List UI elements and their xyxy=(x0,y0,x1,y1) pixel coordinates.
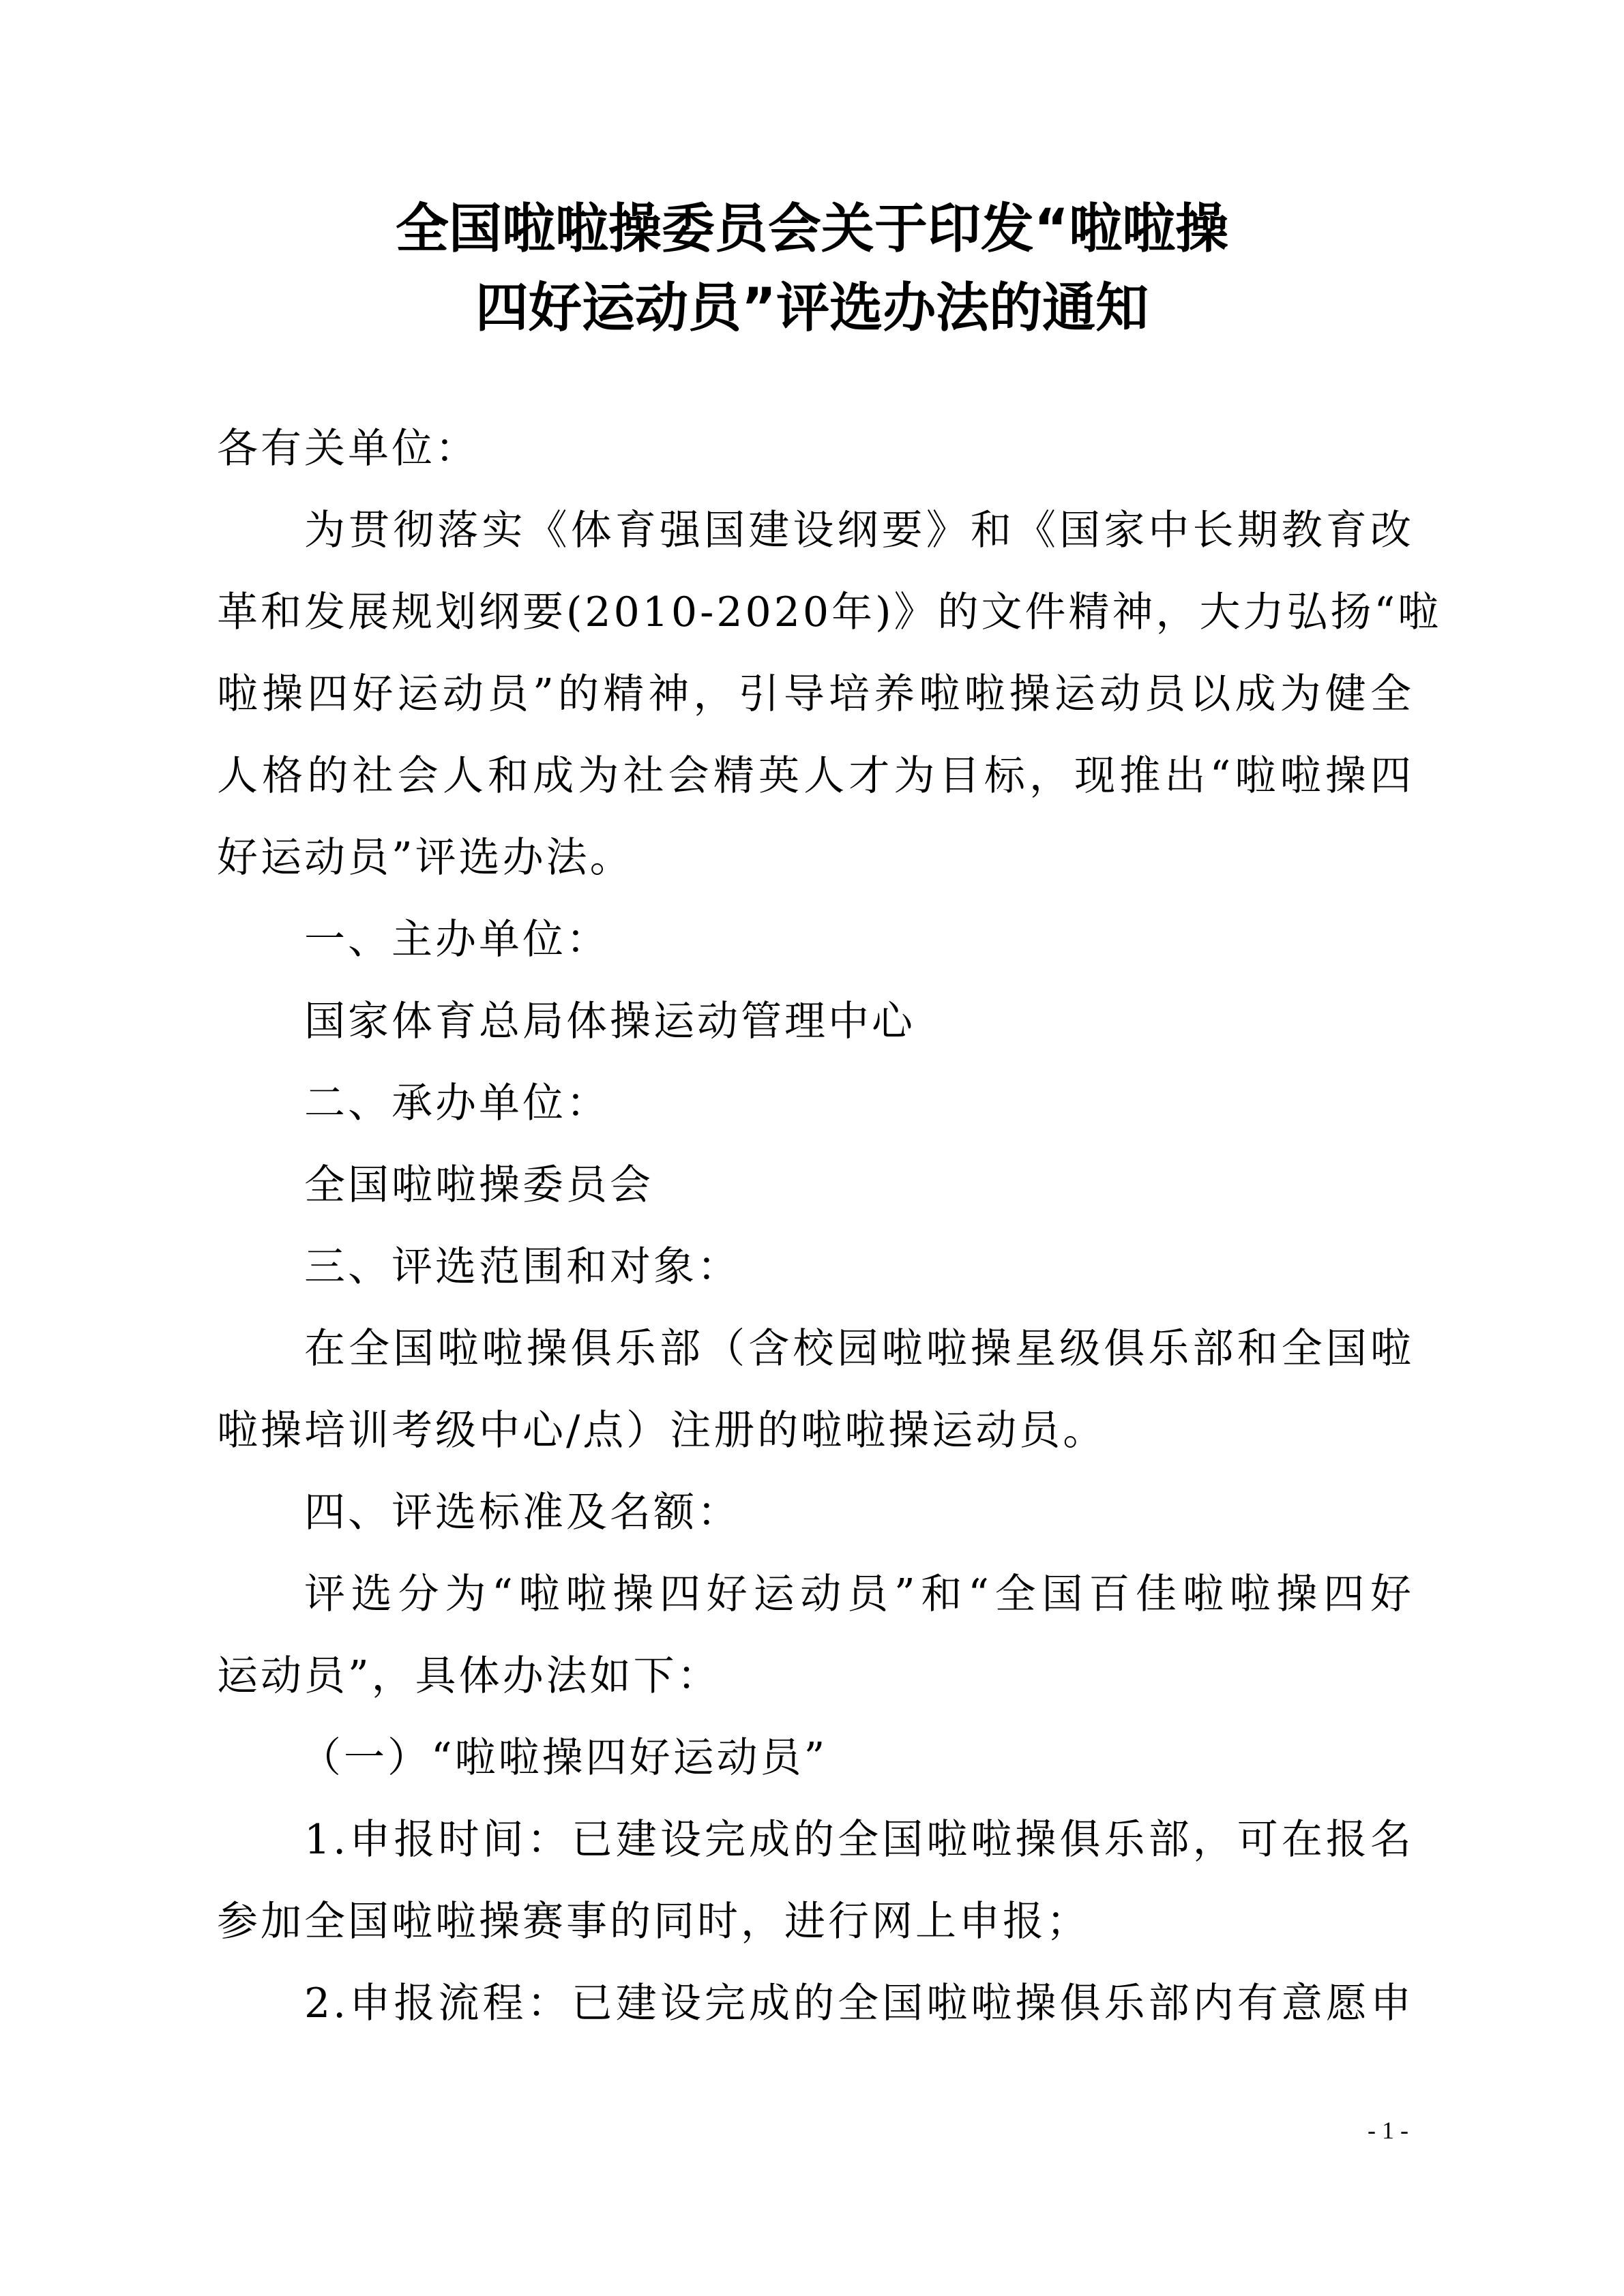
paragraph-line: 在全国啦啦操俱乐部（含校园啦啦操星级俱乐部和全国啦 xyxy=(304,1325,1414,1373)
organizer-name: 国家体育总局体操运动管理中心 xyxy=(304,998,915,1045)
paragraph-line: 2.申报流程：已建设完成的全国啦啦操俱乐部内有意愿申 xyxy=(304,1980,1414,2027)
paragraph-line: 啦操培训考级中心/点）注册的啦啦操运动员。 xyxy=(217,1407,1107,1455)
paragraph-line: 革和发展规划纲要(2010-2020年)》的文件精神，大力弘扬“啦 xyxy=(217,588,1442,636)
paragraph-line: 运动员”，具体办法如下： xyxy=(217,1652,721,1700)
paragraph-line: 为贯彻落实《体育强国建设纲要》和《国家中长期教育改 xyxy=(304,507,1414,554)
paragraph-line: 1.申报时间：已建设完成的全国啦啦操俱乐部，可在报名 xyxy=(304,1816,1414,1864)
document-title-line-1: 全国啦啦操委员会关于印发“啦啦操 xyxy=(395,198,1229,260)
section-heading-scope: 三、评选范围和对象： xyxy=(304,1243,741,1291)
paragraph-line: 啦操四好运动员”的精神，引导培养啦啦操运动员以成为健全 xyxy=(217,670,1414,718)
document-title-line-2: 四好运动员”评选办法的通知 xyxy=(475,278,1149,339)
section-heading-criteria: 四、评选标准及名额： xyxy=(304,1489,741,1536)
section-heading-co-organizer: 二、承办单位： xyxy=(304,1079,610,1127)
paragraph-line: 评选分为“啦啦操四好运动员”和“全国百佳啦啦操四好 xyxy=(304,1570,1414,1618)
page-number: - 1 - xyxy=(1368,2117,1408,2144)
subsection-heading: （一）“啦啦操四好运动员” xyxy=(300,1734,828,1782)
paragraph-line: 好运动员”评选办法。 xyxy=(217,834,634,882)
paragraph-line: 参加全国啦啦操赛事的同时，进行网上申报； xyxy=(217,1898,1090,1945)
section-heading-organizer: 一、主办单位： xyxy=(304,916,610,964)
paragraph-line: 人格的社会人和成为社会精英人才为目标，现推出“啦啦操四 xyxy=(217,752,1414,800)
co-organizer-name: 全国啦啦操委员会 xyxy=(304,1161,653,1209)
salutation: 各有关单位： xyxy=(217,425,479,473)
